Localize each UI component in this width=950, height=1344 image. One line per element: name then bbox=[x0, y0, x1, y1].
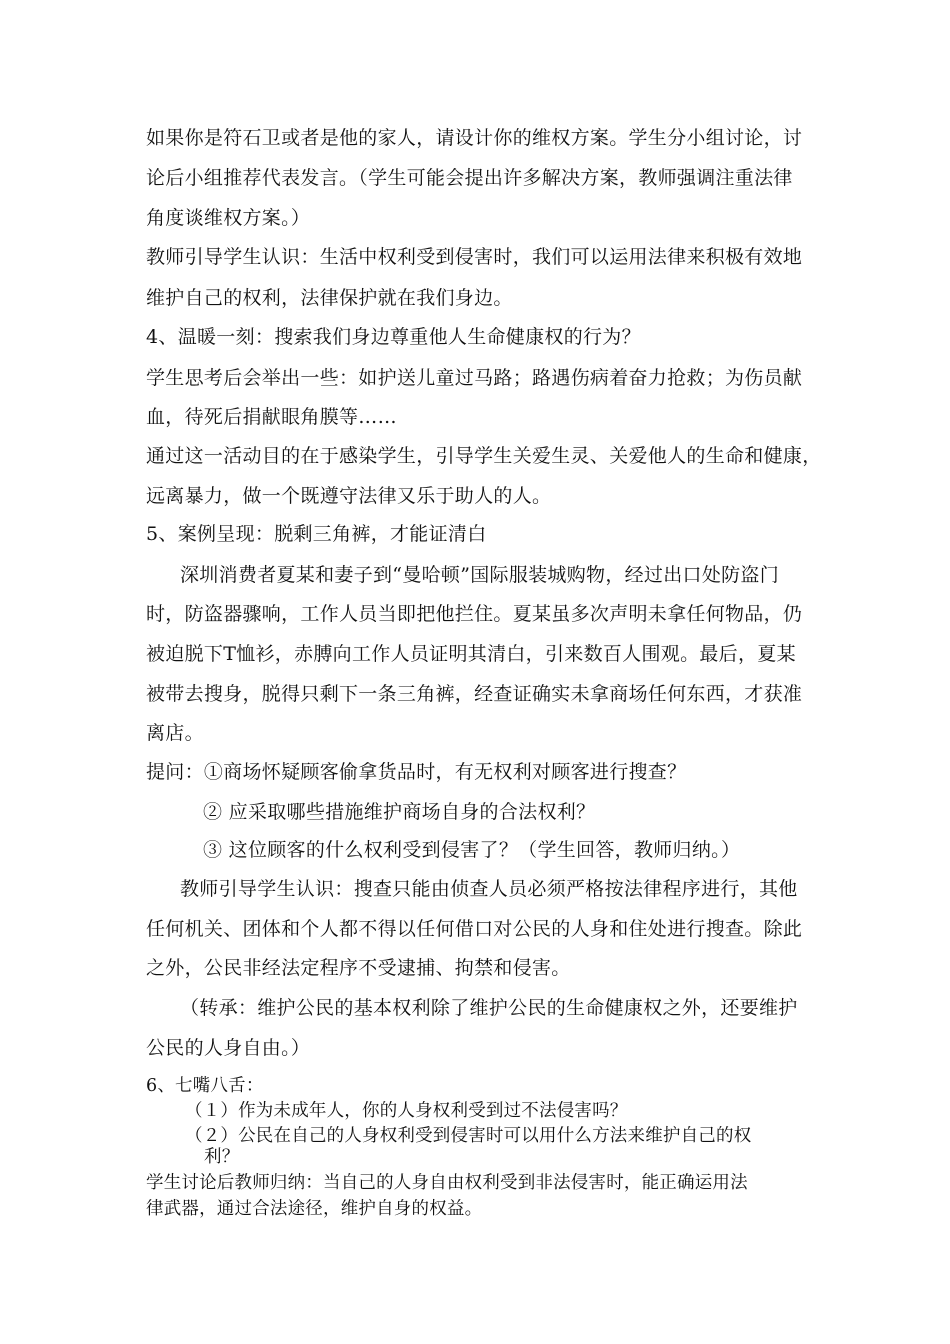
text-line: 角度谈维权方案。） bbox=[146, 207, 311, 229]
section-heading: 5、案例呈现：脱剩三角裤，才能证清白 bbox=[146, 523, 487, 545]
text-line: 公民的人身自由。） bbox=[146, 1037, 311, 1059]
text-line: 血，待死后捐献眼角膜等…… bbox=[146, 406, 397, 428]
section-heading: 6、七嘴八舌： bbox=[146, 1076, 264, 1096]
question-line: 提问：①商场怀疑顾客偷拿货品时，有无权利对顾客进行搜查？ bbox=[146, 761, 687, 783]
text-line: 被迫脱下T恤衫，赤膊向工作人员证明其清白，引来数百人围观。最后，夏某 bbox=[146, 643, 796, 665]
text-line: 如果你是符石卫或者是他的家人，请设计你的维权方案。学生分小组讨论，讨 bbox=[146, 127, 803, 149]
section-heading: 4、温暖一刻：搜索我们身边尊重他人生命健康权的行为？ bbox=[146, 326, 641, 348]
text-line: 通过这一活动目的在于感染学生，引导学生关爱生灵、关爱他人的生命和健康， bbox=[146, 445, 822, 467]
text-line: 深圳消费者夏某和妻子到“曼哈顿”国际服装城购物，经过出口处防盗门 bbox=[180, 564, 780, 586]
text-line: 维护自己的权利，法律保护就在我们身边。 bbox=[146, 287, 513, 309]
text-line: 被带去搜身，脱得只剩下一条三角裤，经查证确实未拿商场任何东西，才获准 bbox=[146, 683, 803, 705]
text-line: 远离暴力，做一个既遵守法律又乐于助人的人。 bbox=[146, 485, 552, 507]
text-line: 离店。 bbox=[146, 722, 204, 744]
question-line: ③ 这位顾客的什么权利受到侵害了？（学生回答，教师归纳。） bbox=[203, 839, 741, 861]
text-line: （转承：维护公民的基本权利除了维护公民的生命健康权之外，还要维护 bbox=[180, 997, 798, 1019]
text-line: 任何机关、团体和个人都不得以任何借口对公民的人身和住处进行搜查。除此 bbox=[146, 918, 803, 940]
question-line: （１）作为未成年人，你的人身权利受到过不法侵害吗？ bbox=[185, 1101, 628, 1121]
text-line: 时，防盗器骤响，工作人员当即把他拦住。夏某虽多次声明未拿任何物品，仍 bbox=[146, 603, 803, 625]
text-line: 论后小组推荐代表发言。（学生可能会提出许多解决方案，教师强调注重法律 bbox=[146, 167, 793, 189]
question-line: ② 应采取哪些措施维护商场自身的合法权利？ bbox=[203, 801, 596, 823]
text-line: 学生思考后会举出一些：如护送儿童过马路；路遇伤病着奋力抢救；为伤员献 bbox=[146, 367, 803, 389]
question-line: （２）公民在自己的人身权利受到侵害时可以用什么方法来维护自己的权 bbox=[185, 1126, 752, 1146]
text-line: 学生讨论后教师归纳：当自己的人身自由权利受到非法侵害时，能正确运用法 bbox=[146, 1173, 748, 1193]
text-line: 教师引导学生认识：搜查只能由侦查人员必须严格按法律程序进行，其他 bbox=[180, 878, 798, 900]
question-line: 利？ bbox=[204, 1147, 240, 1167]
text-line: 之外，公民非经法定程序不受逮捕、拘禁和侵害。 bbox=[146, 957, 571, 979]
text-line: 教师引导学生认识：生活中权利受到侵害时，我们可以运用法律来积极有效地 bbox=[146, 246, 803, 268]
text-line: 律武器，通过合法途径，维护自身的权益。 bbox=[146, 1199, 483, 1219]
